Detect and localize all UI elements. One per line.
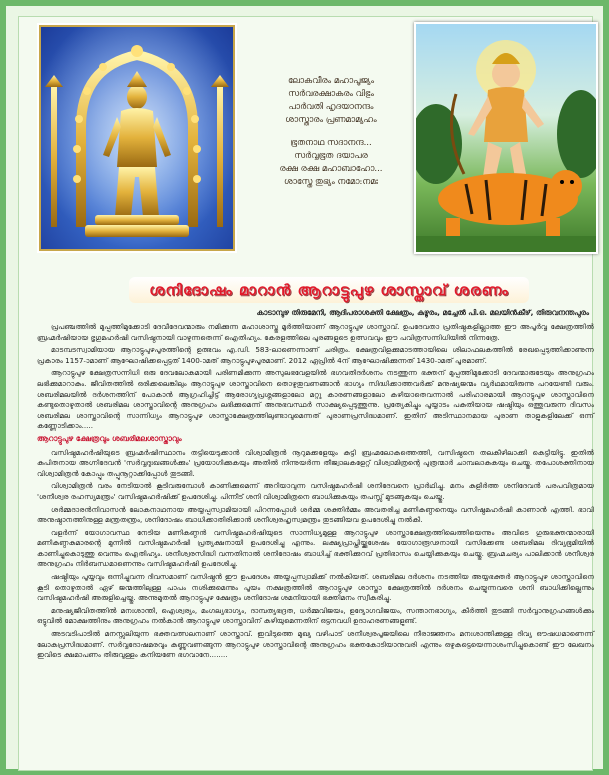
article-body — [37, 322, 594, 663]
paragraph: വസിഷ്ഠമഹർഷിയുടെ ബ്രഹ്മർഷിസ്ഥാനം തട്ടിയെടുക്കാൻ വിശ്വാമിത്രൻ നൂറുമക്കളേയും കുട്ടി ബ്രഹ്മലോകത്തെത്തി, വസിഷ്ഠനെ തലകീഴിലാക്കി കെട്ടിയിട്ടു. ഇതിൽ കുപിതനായ അഗ്നിദേവൻ 'സർവ്വദുഃഖങ്ങൾക്കും' പ്രയോഗിക്കുകയും അതിൽ നിന്നുയർന്ന തീജ്വാലകളേറ്റ് വിശ്വാമിത്രന്റെ പുത്രന്മാർ ചാമ്പലാകുകയും ചെയ്തു. തപോശക്തിനായ വിശ്വാമിത്രൻ കോപ്പും തപ്പുനൂറ്റാക്കിപ്പോൾ തുടങ്ങി. — [37, 447, 594, 478]
ayyappa-tiger-illustration — [416, 24, 596, 252]
sloka-verse — [251, 75, 411, 199]
paragraph: മാടമ്പടസ്വാമിയായ ആറാട്ടുപുഴപൂരത്തിന്റെ ഉത്ഭവം എ.ഡി. 583-ലാണെന്നാണ് ചരിത്രം. ക്ഷേത്രവിളക്കുമാടത്തായിലെ ശിലാഫലകത്തിൽ രേഖപ്പെടുത്തിക്കാണുന്ന പ്രകാരം 1157-ാമാണ് ആഘോഷിക്കപ്പെട്ടത് 1400-ാമത് ആറാട്ടുപുഴപൂരമാണ്. 2012 ഏപ്രിൽ 4ന് ആഘോഷിക്കുന്നത് 1430-ാമത് പൂരമാണ്. — [37, 345, 594, 365]
verse-line: രക്ഷ രക്ഷ മഹാബാഹോ... — [279, 164, 383, 174]
verse-block-1 — [251, 75, 411, 127]
verse-line: ഭൂതനാഥ സദാനന്ദ... — [290, 138, 372, 148]
paragraph: ശർമ്മദാരൻനിവാസൻ ലോകനാഥനായ അയ്യപ്പസ്വാമിയായി പിറന്നപ്പോൾ ശർമ്മ ശക്തിർമ്മം അവതരിച്ച മണികണ്ഠനെയും വസിഷ്ഠമഹർഷി കാണാൻ എത്തി. ഭാവി അനുഷ്ഠാനത്തിനുള്ള മന്ത്രതന്ത്രം, ശനിദോഷം ബാധിക്കാതിരിക്കാൻ ശനീശ്വരഹൃസ്വമന്ത്രം തുടങ്ങിയവ ഉപദേശിച്ചു നൽകി. — [37, 504, 594, 525]
section-subheading: ആറാട്ടുപുഴ ക്ഷേത്രവും ശബരിമലശാസ്താവും — [37, 433, 182, 443]
golden-deity-illustration — [41, 27, 233, 249]
deity-image-left — [39, 25, 235, 251]
verse-block-2 — [251, 137, 411, 189]
title-banner — [129, 277, 529, 303]
author-byline: കാടാമ്പുഴ തിരുമേനി, ആദിപരാശക്തി ക്ഷേത്രം, കുഴൂരം, മച്ചേൽ പി.ഒ. മലയിൻകീഴ്, തിരുവനന്തപുരം — [256, 308, 589, 317]
paragraph: മനുഷ്യജീവിതത്തിൽ മനഃശാന്തി, ഐശ്വര്യം, മംഗല്യഭാഗ്യം, ദാമ്പത്യഭദ്രത, ധർമ്മവിജയം, ഉദ്യോഗവിജയം, സന്താനഭാഗ്യം, കീർത്തി തുടങ്ങി സർവ്വാനുഗ്രഹങ്ങൾക്കും ഒട്ടുവിൽ മോക്ഷത്തിനും അനുഗ്രഹം നൽകാൻ ആറാട്ടുപുഴ ശാസ്താവിന് കഴിയുമെന്നതിന് ഒട്ടനവധി ഉദാഹരണങ്ങളുണ്ട്. — [37, 605, 594, 626]
paragraph: അടവടിപാടിൽ മനസ്സലിയുന്ന ഭക്തവത്സലനാണ് ശാസ്താവ്. ഇവിടുത്തെ മുഖ്യ വഴിപാട് ശനീശ്വരപൂജയിലെ നീരാജ്ഞനം മനഃശാന്തിക്കുള്ള ദിവ്യ ഔഷധമാണെന്ന് ലോകപ്രസിദ്ധമാണ്. സർവ്വദോഷമരവും കണ്ണുവണങ്ങുന്ന ആറാട്ടുപുഴ ശാസ്താവിന്റെ അനുഗ്രഹം ഭക്തകോടിയാനുവരി എന്നും ഒഴുകട്ടെയെന്നാശംസിച്ചുകൊണ്ട് ഈ ലേഖനം ഇവിടെ ക്ഷമാപണം തിരുവുള്ളം കനിയണേ ഭഗവാനേ........ — [37, 629, 594, 660]
paragraph: വളർന്ന് യോഗാവസ്ഥ നേടിയ മണികണ്ഠൻ വസിഷ്ഠമഹർഷിയുടെ സാന്നിധ്യമുള്ള ആറാട്ടുപുഴ ശാസ്താക്ഷേത്രത്തിലെത്തിയെന്നും അവിടെ ഗുരുഭക്തന്മാരായി മണികണ്ഠകുമാരന്റെ മുന്നിൽ വസിഷ്ഠമഹർഷി പ്രത്യക്ഷനായി ഉപദേശിച്ചു എന്നും. ലക്ഷ്യപ്രാപ്തിയ്ക്കുശേഷം യോഗാരൂഢനായി വസിക്കേണ്ട ശബരിമല ദിവ്യഭൂമിയിൽ കാണിച്ചുകൊടുത്തു വെന്നും ഐതിഹ്യം. ശനീശ്വരസിദ്ധി വന്നതിനാൽ ശനിദോഷം ബാധിച്ച് ഭക്തിക്കുറവ് പ്രതിഭാസം ചെയ്യിക്കുകയും ചെയ്തു. ബ്രഹ്മചര്യം പാലിക്കാൻ ശനീശ്വര അനുഗ്രഹം നിർബന്ധമാണെന്നും വസിഷ്ഠമഹർഷി ഉപദേശിച്ചു. — [37, 527, 594, 569]
verse-line: ലോകവീരം മഹാപൂജ്യം — [287, 76, 375, 86]
paragraph: ആറാട്ടുപുഴ ക്ഷേത്രസന്നിധി ഒരു ദേവലോകമായി പരിണമിക്കുന്ന അസുലഭവേളയിൽ ഭഗവതിദർശനം നടത്തുന്ന ഭക്തന് മുപ്പത്തിമുക്കോടി ദേവന്മാരുടേയും അനുഗ്രഹം ലഭിക്കുമാറാകും. ജീവിതത്തിൽ ഒരിക്കലെങ്കിലും ആറാട്ടുപുഴ ശാസ്താവിനെ തൊഴുതുവണങ്ങാൻ ഭാഗ്യം സിദ്ധിക്കാത്തവർക്ക് മനുഷ്യജന്മം വ്യർഥമായിരുന്നു പറയേണ്ടി വരും. ശബരിമലയിൽ ദർശനത്തിന് പോകാൻ ആഗ്രഹിച്ചിട്ട് ആരോഗ്യപ്രശ്നങ്ങളാലോ മറ്റു കാരണങ്ങളാലോ കഴിയാതെവന്നാൽ പരിഹാരമായി ആറാട്ടുപുഴ ശാസ്താവിനെ കണ്ടുതൊഴുതാൽ ശബരിമല ശാസ്താവിന്റെ അനുഗ്രഹം ലഭിക്കുമെന്ന് അനുഭവസ്ഥർ സാക്ഷ്യപ്പെടുത്തുന്നു. പ്രത്യേകിച്ചും പൂയ്യാടം പകുതിയായ ഷഷ്ഠിയും ഒത്തുവരുന്ന ദിവസം ശബരിമല ശാസ്താവിന്റെ സാന്നിധ്യം ആറാട്ടുപുഴ ശാസ്താക്ഷേത്രത്തിലുണ്ടാവുമെന്നത് പുരാണപ്രസിദ്ധമാണ്. ഇതിന് അടിസ്ഥാനമായ പുരാണ താളുകളിലേക്ക് ഒന്ന് കണ്ണോടിക്കാം..... — [37, 368, 594, 431]
verse-line: സർവ്വഭൂത ദയാപര — [294, 151, 368, 161]
paragraph: വിശ്വാമിത്രൻ വരം നേടിയാൽ കൂടിവരുമ്പോൾ കാണിക്കുമെന്ന് അറിയാവുന്ന വസിഷ്ഠമഹർഷി ശനിദേവനെ പ്രാർഥിച്ചു. മനം കുളിർത്ത ശനിദേവൻ പരപവിത്രമായ 'ശനീശ്വര രഹസ്യമന്ത്രം' വസിഷ്ഠമഹർഷിക്ക് ഉപദേശിച്ചു. പിന്നീട് ശനി വിശ്വാമിത്രനെ ബാധിക്കുകയും തപസ്സ് മുടങ്ങുകയും ചെയ്തു. — [37, 481, 594, 501]
verse-line: ശാസ്തേ തുഭ്യം നമോ:നമഃ — [284, 177, 378, 187]
article — [18, 16, 593, 771]
paragraph: ഷഷ്ഠിയും പൂയ്യവും ഒന്നിച്ചുവന്ന ദിവസമാണ് വസിഷ്ഠൻ ഈ ഉപദേശം അയ്യപ്പസ്വാമിക്ക് നൽകിയത്. ശബരിമല ദർശനം നടത്തിയ അയ്യഭക്തർ ആറാട്ടുപുഴ ശാസ്താവിനെ കൂടി തൊഴുതാൽ ഏഴ് ജന്മത്തിലുള്ള പാപം നശിക്കുമെന്നും പൂയം നക്ഷത്രത്തിൽ ആറാട്ടുപുഴ ശാസ്താ ക്ഷേത്രത്തിൽ ദർശനം ചെയ്യുന്നവരെ ശനി ബാധിക്കില്ലെന്നും വസിഷ്ഠമഹർഷി അരുളിച്ചെയ്തു. അന്നുമുതൽ ആറാട്ടുപുഴ ക്ഷേത്രം ശനിദോഷ ശമനിയായി ഭക്തിമനം സ്വീകരിച്ചു. — [37, 572, 594, 603]
verse-line: സർവരക്ഷാകരം വിഭും — [288, 89, 374, 99]
verse-line: പാർവതി ഹൃദയാനന്ദം — [288, 102, 374, 112]
deity-on-tiger-image — [414, 22, 598, 254]
verse-line: ശാസ്താരം പ്രണമാമ്യഹം — [285, 115, 377, 125]
article-title: ശനിദോഷം മാറാൻ ആറാട്ടുപുഴ ശാസ്താവ് ശരണം — [149, 281, 509, 299]
paragraph: പ്രപഞ്ചത്തിൽ മുപ്പത്തിമുക്കോടി ദേവീദേവന്മാരും നമിക്കുന്ന മഹാശാസ്തു മൂർത്തിയാണ് ആറാട്ടുപുഴ ശാസ്താവ്. ഉപദേവതാ പ്രതിഷ്ഠകളില്ലാത്ത ഈ അപൂർവ്വ ക്ഷേത്രത്തിൽ ബ്രഹ്മർഷിയായ ഭൃഗുമഹർഷി വസിഷ്ഠനായി വാഴുന്നതെന്ന് ഐതിഹ്യം. കേരളത്തിലെ പൂരങ്ങളുടെ ഉത്സവവും ഈ പവിത്രസന്നിധിയിൽ നിന്നത്രേ. — [37, 322, 594, 342]
